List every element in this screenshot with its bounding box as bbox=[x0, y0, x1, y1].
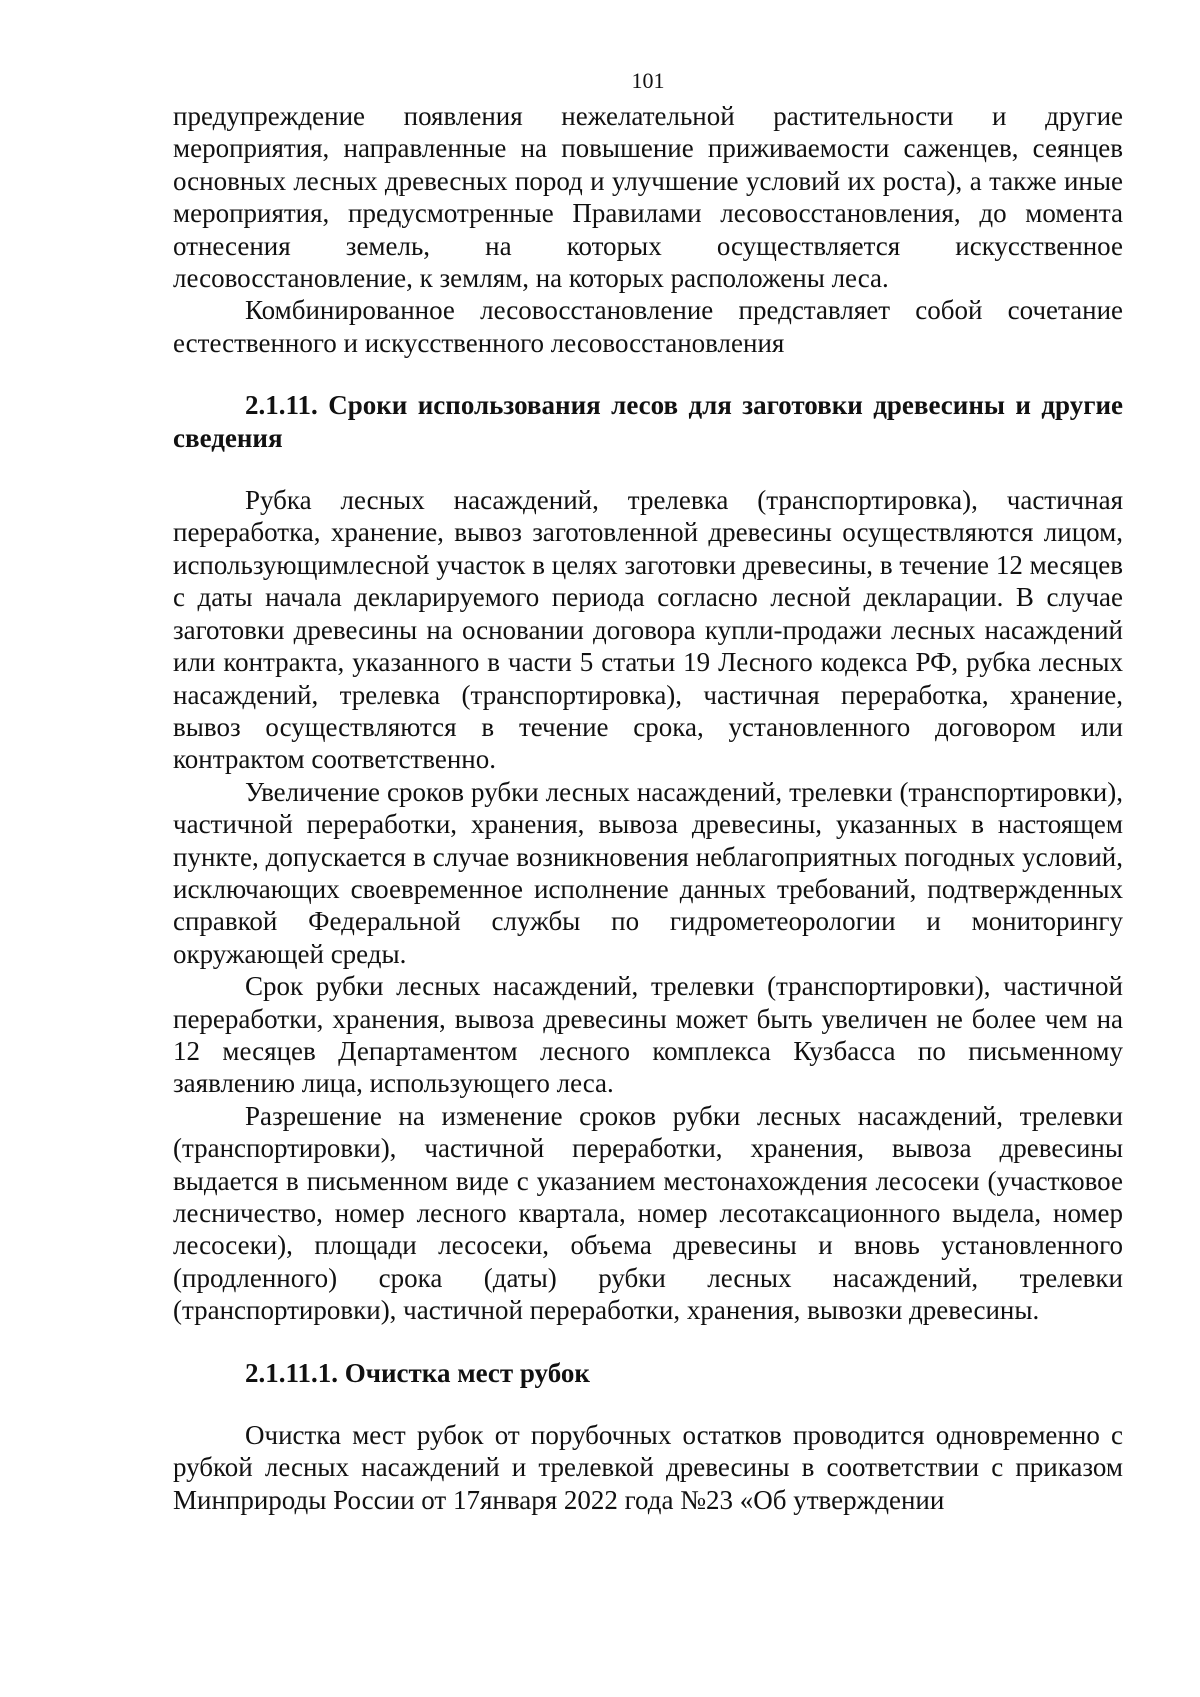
subsection-heading: 2.1.11.1. Очистка мест рубок bbox=[245, 1357, 590, 1388]
document-page bbox=[173, 68, 1123, 1516]
body-paragraph: Разрешение на изменение сроков рубки лесных насаждений, трелевки (транспортировки), частичной переработки, хранения, вывоза древесины выдается в письменном виде с указанием местонахождения лесосеки (участковое лесничество, номер лесного квартала, номер лесотаксационного выдела, номер лесосеки), площади лесосеки, объема древесины и вновь установленного (продленного) срока (даты) рубки лесных насаждений, трелевки (транспортировки), частичной переработки, хранения, вывозки древесины. bbox=[173, 1100, 1123, 1326]
body-paragraph: Рубка лесных насаждений, трелевка (транспортировка), частичная переработка, хранение, вывоз заготовленной древесины осуществляются лицом, использующимлесной участок в целях заготовки древесины, в течение 12 месяцев с даты начала декларируемого периода согласно лесной декларации. В случае заготовки древесины на основании договора купли-продажи лесных насаждений или контракта, указанного в части 5 статьи 19 Лесного кодекса РФ, рубка лесных насаждений, трелевка (транспортировка), частичная переработка, хранение, вывоз осуществляются в течение срока, установленного договором или контрактом соответственно. bbox=[173, 485, 1123, 775]
page-number: 101 bbox=[631, 68, 665, 93]
section-heading: 2.1.11. Сроки использования лесов для заготовки древесины и другие сведения bbox=[173, 390, 1123, 453]
body-paragraph: Комбинированное лесовосстановление представляет собой сочетание естественного и искусственного лесовосстановления bbox=[173, 295, 1123, 358]
body-paragraph: Очистка мест рубок от порубочных остатков проводится одновременно с рубкой лесных насаждений и трелевкой древесины в соответствии с приказом Минприроды России от 17января 2022 года №23 «Об утверждении bbox=[173, 1420, 1123, 1515]
body-paragraph: Срок рубки лесных насаждений, трелевки (транспортировки), частичной переработки, хранения, вывоза древесины может быть увеличен не более чем на 12 месяцев Департаментом лесного комплекса Кузбасса по письменному заявлению лица, использующего леса. bbox=[173, 971, 1123, 1099]
body-paragraph: Увеличение сроков рубки лесных насаждений, трелевки (транспортировки), частичной переработки, хранения, вывоза древесины, указанных в настоящем пункте, допускается в случае возникновения неблагоприятных погодных условий, исключающих своевременное исполнение данных требований, подтвержденных справкой Федеральной службы по гидрометеорологии и мониторингу окружающей среды. bbox=[173, 776, 1123, 969]
body-paragraph: предупреждение появления нежелательной растительности и другие мероприятия, направленные на повышение приживаемости саженцев, сеянцев основных лесных древесных пород и улучшение условий их роста), а также иные мероприятия, предусмотренные Правилами лесовосстановления, до момента отнесения земель, на которых осуществляется искусственное лесовосстановление, к землям, на которых расположены леса. bbox=[173, 101, 1123, 294]
